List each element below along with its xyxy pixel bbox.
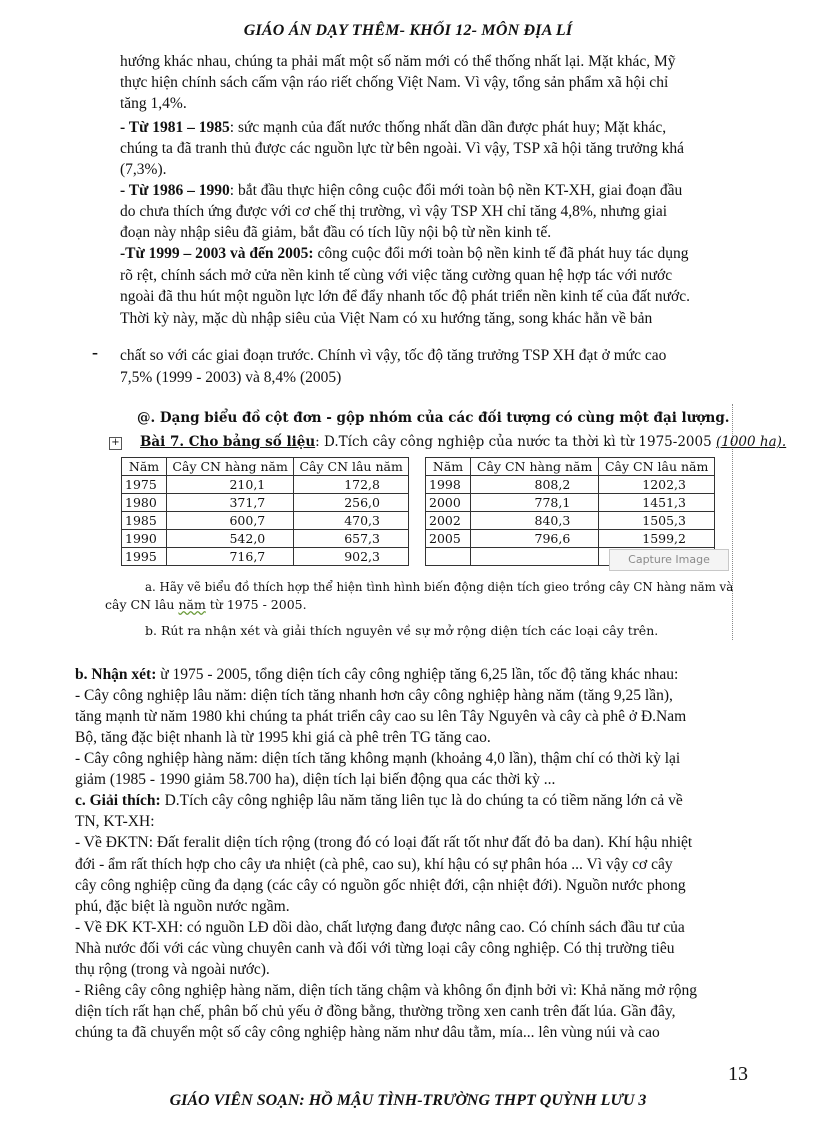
text-span: : bắt đầu thực hiện công cuộc đổi mới toàn bộ nền KT-XH, giai đoạn đầu (229, 182, 683, 199)
question-a-line: a. Hãy vẽ biểu đồ thích hợp thể hiện tình hình biến động diện tích gieo trồng cây CN hàng năm và (145, 579, 734, 594)
text-span: từ 1975 - 2005. (205, 597, 307, 612)
value-cell: 210,1 (167, 476, 294, 494)
text-line: do chưa thích ứng được với cơ chế thị trường, vì vậy TSP XH chỉ tăng 4,8%, nhưng giai (120, 203, 668, 220)
text-line: thực hiện chính sách cấm vận ráo riết chống Việt Nam. Vì vậy, tổng sản phẩm xã hội chỉ (120, 74, 669, 91)
year-cell: 1995 (122, 548, 167, 566)
value-cell: 600,7 (167, 512, 294, 530)
value-cell: 902,3 (294, 548, 409, 566)
exercise-heading (140, 434, 786, 450)
bullet-dash: - (92, 342, 98, 362)
text-line: cây công nghiệp cũng đa dạng (các cây có nguồn gốc nhiệt đới, cận nhiệt đới). Nguồn nước phong (75, 877, 686, 894)
giai-thich-heading (75, 791, 683, 812)
question-b-line: b. Rút ra nhận xét và giải thích nguyên về sự mở rộng diện tích các loại cây trên. (145, 623, 659, 638)
text-line: - Về ĐKTN: Đất feralit diện tích rộng (trong đó có loại đất rất tốt như đất đỏ ba dan). Khí hậu nhiệt (75, 834, 693, 851)
text-span: công cuộc đổi mới toàn bộ nền kinh tế đã phát huy tác dụng (313, 245, 689, 262)
page-footer: GIÁO VIÊN SOẠN: HỒ MẬU TÌNH-TRƯỜNG THPT QUỲNH LƯU 3 (169, 1092, 647, 1109)
table-row (426, 530, 715, 548)
text-line: - Cây công nghiệp lâu năm: diện tích tăng nhanh hơn cây công nghiệp hàng năm (tăng 9,25 lần), (75, 687, 673, 704)
text-span: cây CN lâu (105, 597, 179, 612)
year-cell: 1980 (122, 494, 167, 512)
table-row (426, 494, 715, 512)
text-line: đới - ẩm rất thích hợp cho cây ưa nhiệt (cà phê, cao su), khí hậu có sự phân hóa ... Vì vậy cơ cây (75, 856, 673, 873)
capture-image-button[interactable]: Capture Image (609, 549, 729, 571)
section-label: b. Nhận xét: (75, 666, 157, 683)
table-row (122, 530, 409, 548)
year-cell: 1990 (122, 530, 167, 548)
table-row (122, 476, 409, 494)
table-header-row (426, 458, 715, 476)
text-span: ừ 1975 - 2005, tổng diện tích cây công nghiệp tăng 6,25 lần, tốc độ tăng khác nhau: (156, 666, 679, 683)
text-line: chất so với các giai đoạn trước. Chính vì vậy, tốc độ tăng trưởng TSP XH đạt ở mức cao (120, 347, 667, 364)
text-line: Bộ, tăng đặc biệt nhanh là từ 1995 khi giá cà phê trên TG tăng cao. (75, 729, 491, 746)
text-line: tăng 1,4%. (120, 95, 187, 112)
text-line: hướng khác nhau, chúng ta phải mất một số năm mới có thể thống nhất lại. Mặt khác, Mỹ (120, 53, 676, 70)
header-cell: Năm (426, 458, 471, 476)
exercise-unit: (1000 ha). (715, 434, 787, 450)
year-cell: 1998 (426, 476, 471, 494)
value-cell: 1451,3 (599, 494, 715, 512)
value-cell: 796,6 (471, 530, 599, 548)
value-cell (471, 548, 599, 566)
exercise-section-title: @. Dạng biểu đồ cột đơn - gộp nhóm của các đối tượng có cùng một đại lượng. (137, 410, 730, 426)
value-cell: 1599,2 (599, 530, 715, 548)
period-1999-2005 (120, 244, 689, 265)
text-line: chúng ta đã tranh thủ được các nguồn lực từ bên ngoài. Vì vậy, TSP xã hội tăng trưởng khá (120, 140, 684, 157)
period-label: -Từ 1999 – 2003 và đến 2005: (120, 245, 314, 262)
text-line: Thời kỳ này, mặc dù nhập siêu của Việt Nam có xu hướng tăng, song khác hẳn về bản (120, 310, 653, 327)
move-anchor-icon[interactable]: + (109, 437, 122, 450)
value-cell: 1505,3 (599, 512, 715, 530)
header-cell: Năm (122, 458, 167, 476)
table-row (426, 512, 715, 530)
year-cell: 1975 (122, 476, 167, 494)
exercise-text: : D.Tích cây công nghiệp của nước ta thời kì từ 1975-2005 (315, 434, 716, 450)
value-cell: 470,3 (294, 512, 409, 530)
year-cell (426, 548, 471, 566)
spellcheck-word: năm (178, 597, 206, 612)
table-row (122, 548, 409, 566)
text-line: đoạn này nhập siêu đã giảm, bắt đầu có tích lũy nội bộ từ nền kinh tế. (120, 224, 552, 241)
period-label: - Từ 1981 – 1985 (120, 119, 230, 136)
value-cell: 657,3 (294, 530, 409, 548)
header-cell: Cây CN lâu năm (599, 458, 715, 476)
table-row (426, 476, 715, 494)
value-cell: 808,2 (471, 476, 599, 494)
exercise-label: Bài 7. Cho bảng số liệu (140, 434, 316, 450)
text-line: Nhà nước đối với các vùng chuyên canh và đối với từng loại cây công nghiệp. Có thị trường tiêu (75, 940, 675, 957)
page-header: GIÁO ÁN DẠY THÊM- KHỐI 12- MÔN ĐỊA LÍ (243, 22, 573, 39)
text-line: chúng ta đã chuyển một số cây công nghiệp hàng năm như dâu tằm, mía... lên vùng núi và cao (75, 1024, 660, 1041)
period-1981-1985 (120, 118, 666, 139)
value-cell: 371,7 (167, 494, 294, 512)
header-cell: Cây CN lâu năm (294, 458, 409, 476)
table-row (122, 512, 409, 530)
value-cell: 172,8 (294, 476, 409, 494)
year-cell: 2005 (426, 530, 471, 548)
year-cell: 2000 (426, 494, 471, 512)
value-cell: 256,0 (294, 494, 409, 512)
text-line: rõ rệt, chính sách mở cửa nền kinh tế cùng với việc tăng cường quan hệ hợp tác với nước (120, 267, 673, 284)
table-row (122, 494, 409, 512)
text-line: - Cây công nghiệp hàng năm: diện tích tăng không mạnh (khoảng 4,0 lần), thậm chí có thời kỳ lại (75, 750, 681, 767)
text-line: phú, đặc biệt là nguồn nước ngầm. (75, 898, 290, 915)
year-cell: 2002 (426, 512, 471, 530)
text-span: : sức mạnh của đất nước thống nhất dần dần được phát huy; Mặt khác, (229, 119, 667, 136)
period-1986-1990 (120, 181, 682, 202)
table-header-row (122, 458, 409, 476)
question-a-line (105, 597, 307, 612)
text-line: - Về ĐK KT-XH: có nguồn LĐ dồi dào, chất lượng đang được nâng cao. Có chính sách đầu tư của (75, 919, 685, 936)
text-line: diện tích rất hạn chế, phân bố chủ yếu ở đồng bằng, thường trồng xen canh trên đất lúa. Gần đây, (75, 1003, 676, 1020)
value-cell: 542,0 (167, 530, 294, 548)
text-line: TN, KT-XH: (75, 813, 155, 830)
text-line: - Riêng cây công nghiệp hàng năm, diện tích tăng chậm và không ổn định bởi vì: Khả năng mở rộng (75, 982, 698, 999)
text-line: giảm (1985 - 1990 giảm 58.700 ha), diện tích lại biến động qua các thời kỳ ... (75, 771, 556, 788)
value-cell: 1202,3 (599, 476, 715, 494)
text-span: D.Tích cây công nghiệp lâu năm tăng liên tục là do chúng ta có tiềm năng lớn cả về (160, 792, 683, 809)
header-cell: Cây CN hàng năm (471, 458, 599, 476)
value-cell: 716,7 (167, 548, 294, 566)
page-number: 13 (728, 1063, 748, 1085)
embedded-exercise-image[interactable] (105, 404, 787, 640)
period-label: - Từ 1986 – 1990 (120, 182, 230, 199)
text-line: tăng mạnh từ năm 1980 khi chúng ta phát triển cây cao su lên Tây Nguyên và cây cà phê ở Đ.Nam (75, 708, 687, 725)
header-cell: Cây CN hàng năm (167, 458, 294, 476)
data-table-left (121, 457, 409, 566)
year-cell: 1985 (122, 512, 167, 530)
value-cell: 778,1 (471, 494, 599, 512)
value-cell: 840,3 (471, 512, 599, 530)
section-label: c. Giải thích: (75, 792, 161, 809)
text-line: 7,5% (1999 - 2003) và 8,4% (2005) (120, 369, 342, 386)
text-line: (7,3%). (120, 161, 167, 178)
text-line: ngoài đã thu hút một nguồn lực lớn để đẩy nhanh tốc độ phát triển nền kinh tế của đất nước. (120, 288, 690, 305)
nhan-xet-heading (75, 665, 678, 686)
text-line: thụ rộng (trong và ngoài nước). (75, 961, 270, 978)
